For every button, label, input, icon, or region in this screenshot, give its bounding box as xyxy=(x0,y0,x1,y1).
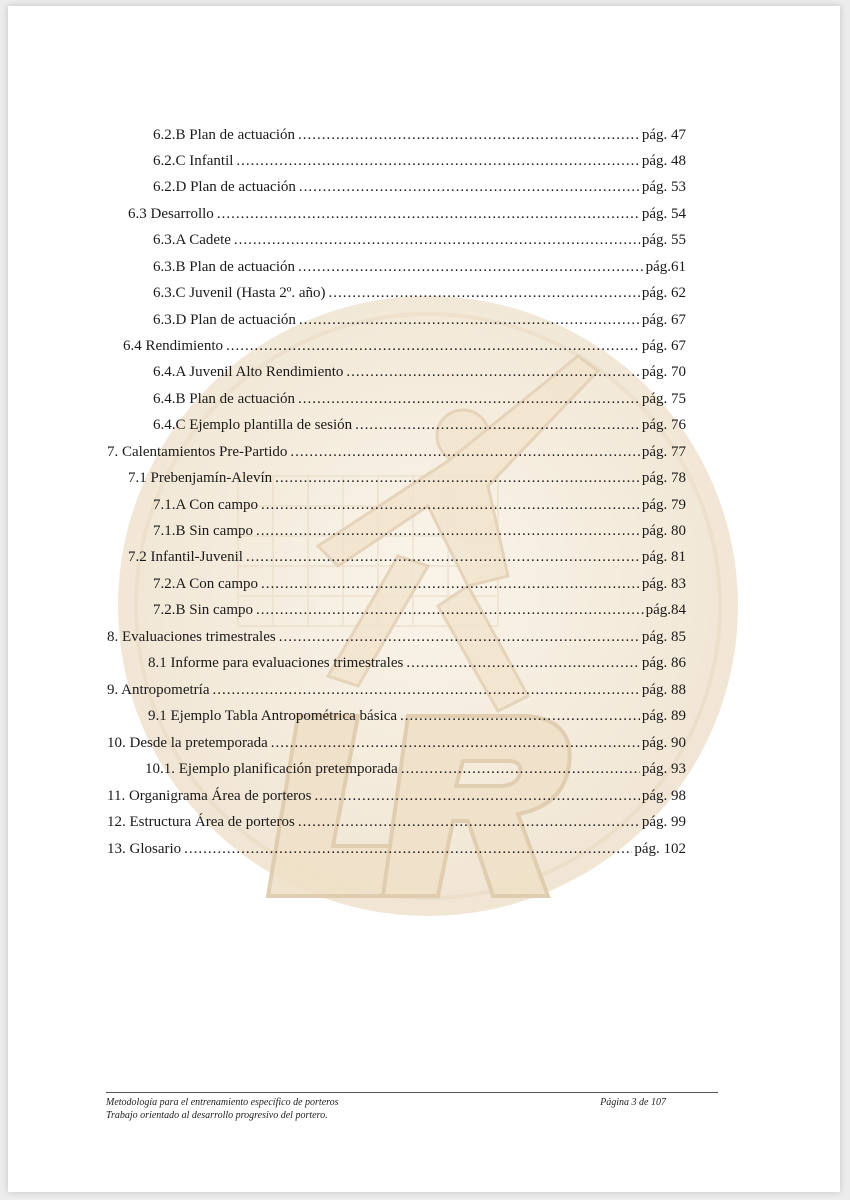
toc-leader-dots xyxy=(406,650,640,676)
toc-entry-title: 6.3.C Juvenil (Hasta 2º. año) xyxy=(153,285,326,301)
toc-leader-dots xyxy=(401,756,640,782)
toc-entry[interactable] xyxy=(153,571,686,597)
toc-entry[interactable] xyxy=(153,518,686,544)
toc-entry-title: 7.2.A Con campo xyxy=(153,576,258,592)
toc-entry[interactable] xyxy=(153,280,686,306)
toc-entry-page: pág. 99 xyxy=(641,814,686,830)
toc-entry-page: pág. 67 xyxy=(641,338,686,354)
toc-entry-page: pág. 48 xyxy=(641,153,686,169)
page-footer xyxy=(106,1092,718,1121)
toc-leader-dots xyxy=(346,359,639,385)
toc-leader-dots xyxy=(246,544,640,570)
toc-entry[interactable] xyxy=(128,201,686,227)
toc-entry[interactable] xyxy=(153,597,686,623)
toc-entry-page: pág. 83 xyxy=(641,576,686,592)
toc-leader-dots xyxy=(355,412,640,438)
toc-entry-page: pág. 70 xyxy=(641,364,686,380)
toc-entry-title: 6.3 Desarrollo xyxy=(128,206,214,222)
toc-entry[interactable] xyxy=(128,465,686,491)
toc-entry-page: pág. 86 xyxy=(641,655,686,671)
toc-entry-title: 7.1.A Con campo xyxy=(153,497,258,513)
toc-leader-dots xyxy=(275,465,640,491)
toc-entry[interactable] xyxy=(107,439,686,465)
toc-leader-dots xyxy=(271,730,640,756)
toc-entry-title: 6.3.A Cadete xyxy=(153,232,231,248)
footer-document-title: Metodología para el entrenamiento específico de porteros xyxy=(106,1097,339,1108)
toc-entry-title: 6.2.C Infantil xyxy=(153,153,234,169)
toc-leader-dots xyxy=(217,201,640,227)
toc-entry-page: pág.61 xyxy=(645,259,686,275)
toc-entry-title: 10.1. Ejemplo planificación pretemporada xyxy=(145,761,398,777)
toc-entry-title: 10. Desde la pretemporada xyxy=(107,735,268,751)
toc-leader-dots xyxy=(236,148,639,174)
toc-leader-dots xyxy=(298,386,640,412)
toc-entry-page: pág. 85 xyxy=(641,629,686,645)
toc-entry-page: pág. 47 xyxy=(641,127,686,143)
toc-entry-title: 8.1 Informe para evaluaciones trimestrales xyxy=(148,655,404,671)
toc-entry[interactable] xyxy=(148,703,686,729)
toc-leader-dots xyxy=(400,703,640,729)
toc-entry[interactable] xyxy=(153,492,686,518)
toc-leader-dots xyxy=(279,624,640,650)
toc-leader-dots xyxy=(261,492,640,518)
toc-leader-dots xyxy=(290,439,639,465)
toc-entry-page: pág. 53 xyxy=(641,179,686,195)
toc-entry[interactable] xyxy=(107,730,686,756)
toc-leader-dots xyxy=(299,307,640,333)
toc-entry-page: pág. 81 xyxy=(641,549,686,565)
toc-entry-page: pág. 75 xyxy=(641,391,686,407)
toc-leader-dots xyxy=(226,333,640,359)
toc-entry-title: 11. Organigrama Área de porteros xyxy=(107,788,312,804)
toc-entry[interactable] xyxy=(107,677,686,703)
toc-entry-title: 6.3.D Plan de actuación xyxy=(153,312,296,328)
document-page xyxy=(8,6,840,1192)
toc-entry-page: pág. 79 xyxy=(641,497,686,513)
toc-entry[interactable] xyxy=(153,174,686,200)
toc-entry-page: pág. 54 xyxy=(641,206,686,222)
toc-entry-title: 6.4.A Juvenil Alto Rendimiento xyxy=(153,364,344,380)
toc-entry[interactable] xyxy=(153,227,686,253)
toc-entry-title: 6.4.C Ejemplo plantilla de sesión xyxy=(153,417,353,433)
footer-subtitle: Trabajo orientado al desarrollo progresivo del portero. xyxy=(106,1110,328,1121)
toc-entry-page: pág. 67 xyxy=(641,312,686,328)
toc-entry[interactable] xyxy=(123,333,686,359)
toc-entry-page: pág. 90 xyxy=(641,735,686,751)
toc-entry-title: 6.4 Rendimiento xyxy=(123,338,223,354)
toc-leader-dots xyxy=(298,254,644,280)
toc-entry[interactable] xyxy=(153,148,686,174)
toc-entry-title: 6.2.B Plan de actuación xyxy=(153,127,296,143)
toc-entry-title: 7. Calentamientos Pre-Partido xyxy=(107,444,288,460)
toc-entry-page: pág. 98 xyxy=(641,788,686,804)
toc-entry-page: pág. 102 xyxy=(634,841,686,857)
toc-entry-title: 7.1 Prebenjamín-Alevín xyxy=(128,470,273,486)
toc-entry-title: 7.1.B Sin campo xyxy=(153,523,253,539)
toc-entry-page: pág. 55 xyxy=(641,232,686,248)
toc-entry-title: 6.2.D Plan de actuación xyxy=(153,179,296,195)
toc-leader-dots xyxy=(212,677,639,703)
toc-leader-dots xyxy=(234,227,640,253)
toc-entry[interactable] xyxy=(107,809,686,835)
toc-leader-dots xyxy=(261,571,640,597)
toc-entry[interactable] xyxy=(107,783,686,809)
toc-entry-page: pág. 88 xyxy=(641,682,686,698)
toc-entry[interactable] xyxy=(153,359,686,385)
toc-leader-dots xyxy=(298,122,640,148)
toc-entry[interactable] xyxy=(153,412,686,438)
toc-leader-dots xyxy=(299,174,640,200)
toc-entry[interactable] xyxy=(153,307,686,333)
footer-page-number: Página 3 de 107 xyxy=(600,1097,666,1108)
toc-leader-dots xyxy=(298,809,640,835)
toc-entry-page: pág. 89 xyxy=(641,708,686,724)
toc-entry[interactable] xyxy=(148,650,686,676)
toc-entry-page: pág. 80 xyxy=(641,523,686,539)
toc-entry-title: 8. Evaluaciones trimestrales xyxy=(107,629,276,645)
toc-entry-page: pág. 77 xyxy=(641,444,686,460)
toc-entry[interactable] xyxy=(107,624,686,650)
toc-leader-dots xyxy=(184,836,632,862)
toc-leader-dots xyxy=(315,783,640,809)
toc-entry-title: 6.4.B Plan de actuación xyxy=(153,391,296,407)
toc-entry-title: 7.2 Infantil-Juvenil xyxy=(128,549,243,565)
toc-entry-page: pág. 78 xyxy=(641,470,686,486)
toc-entry[interactable] xyxy=(153,122,686,148)
toc-leader-dots xyxy=(329,280,640,306)
toc-entry-page: pág. 93 xyxy=(641,761,686,777)
toc-entry[interactable] xyxy=(145,756,686,782)
toc-entry-title: 9.1 Ejemplo Tabla Antropométrica básica xyxy=(148,708,398,724)
toc-leader-dots xyxy=(256,597,644,623)
toc-entry-title: 6.3.B Plan de actuación xyxy=(153,259,296,275)
toc-entry[interactable] xyxy=(153,254,686,280)
toc-entry[interactable] xyxy=(107,836,686,862)
toc-leader-dots xyxy=(256,518,640,544)
toc-entry[interactable] xyxy=(153,386,686,412)
toc-entry-title: 13. Glosario xyxy=(107,841,182,857)
toc-entry-page: pág. 62 xyxy=(641,285,686,301)
table-of-contents xyxy=(8,6,840,1106)
toc-entry-title: 9. Antropometría xyxy=(107,682,210,698)
toc-entry-title: 7.2.B Sin campo xyxy=(153,602,253,618)
toc-entry-page: pág.84 xyxy=(645,602,686,618)
toc-entry-page: pág. 76 xyxy=(641,417,686,433)
toc-entry[interactable] xyxy=(128,544,686,570)
toc-entry-title: 12. Estructura Área de porteros xyxy=(107,814,295,830)
